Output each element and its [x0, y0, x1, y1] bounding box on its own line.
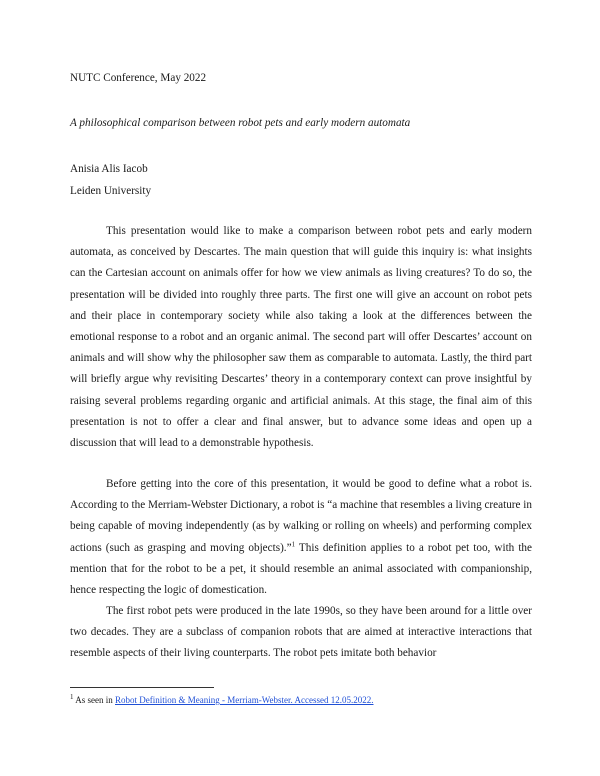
footnote-source-link[interactable]: Robot Definition & Meaning - Merriam-Webster. Accessed 12.05.2022. [115, 695, 374, 705]
body-paragraph-1: This presentation would like to make a comparison between robot pets and early modern automata, as conceived by Descartes. The main question that will guide this inquiry is: what insights can the Cartesian account on animals offer for how we view animals as living creatures? To do so, the presentation will be divided into roughly three parts. The first one will give an account on robot pets and their place in contemporary society while also taking a look at the differences between the emotional response to a robot and an organic animal. The second part will offer Descartes’ account on animals and will show why the philosopher saw them as comparable to automata. Lastly, the third part will briefly argue why revisiting Descartes’ theory in a contemporary context can prove insightful by raising several problems regarding organic and artificial animals. At this stage, the final aim of this presentation is not to offer a clear and final answer, but to advance some ideas and open up a discussion that will lead to a demonstrable hypothesis. [70, 225, 532, 450]
footnote-prefix: As seen in [73, 695, 115, 705]
author-affiliation: Leiden University [70, 185, 152, 197]
paper-title: A philosophical comparison between robot pets and early modern automata [70, 117, 411, 129]
body-paragraph-2 [70, 474, 532, 601]
footnote [70, 694, 373, 706]
footnote-marker: 1 [70, 693, 74, 701]
footnote-divider [70, 687, 214, 688]
paragraph-2-text-b: This definition applies to a robot pet too, with the mention that for the robot to be a pet, it should resemble an animal associated with companionship, hence respecting the logic of domestication. [70, 541, 532, 597]
author-name: Anisia Alis Iacob [70, 163, 148, 175]
conference-line: NUTC Conference, May 2022 [70, 72, 207, 84]
footnote-reference[interactable]: 1 [291, 539, 296, 548]
paragraph-2-text-a: Before getting into the core of this presentation, it would be good to define what a robot is. According to the Merriam-Webster Dictionary, a robot is “a machine that resembles a living creature in being capable of moving independently (as by walking or rolling on wheels) and performing complex actions (such as grasping and moving objects).” [70, 478, 532, 554]
body-paragraph-3: The first robot pets were produced in the late 1990s, so they have been around for a little over two decades. They are a subclass of companion robots that are aimed at interactive interactions that resemble aspects of their living counterparts. The robot pets imitate both behavior [70, 605, 532, 660]
